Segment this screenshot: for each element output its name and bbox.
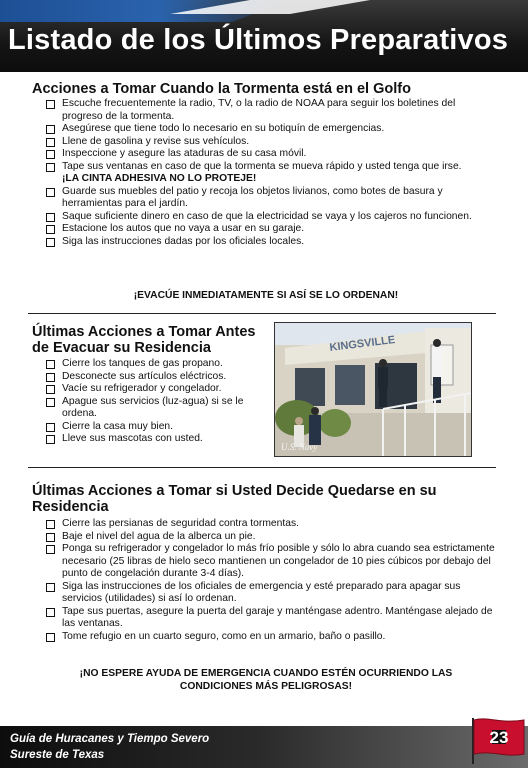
list-item: Cierre los tanques de gas propano. xyxy=(46,358,268,371)
list-item: Escuche frecuentemente la radio, TV, o la radio de NOAA para seguir los boletines del progreso de la tormenta. xyxy=(46,98,476,123)
checkbox-icon xyxy=(46,385,55,394)
list-item: Tape sus ventanas en caso de que la tormenta se mueva rápido y usted tenga que irse. ¡LA CINTA ADHESIVA NO LO PROTEJE! xyxy=(46,161,476,186)
checkbox-icon xyxy=(46,238,55,247)
divider xyxy=(28,467,496,468)
list-item: Desconecte sus artículos eléctricos. xyxy=(46,371,268,384)
checkbox-icon xyxy=(46,435,55,444)
checkbox-icon xyxy=(46,533,55,542)
list-item: Siga las instrucciones dadas por los oficiales locales. xyxy=(46,236,476,249)
list-item: Guarde sus muebles del patio y recoja los objetos livianos, como botes de basura y herramientas para el jardín. xyxy=(46,186,476,211)
sign-text: KINGSVILLE xyxy=(328,334,396,354)
section-heading-evacuate: Últimas Acciones a Tomar Antes de Evacuar su Residencia xyxy=(32,324,256,356)
list-item: Saque suficiente dinero en caso de que la electricidad se vaya y los cajeros no funcionen. xyxy=(46,211,476,224)
list-item: Asegúrese que tiene todo lo necesario en su botiquín de emergencias. xyxy=(46,123,476,136)
list-item: Ponga su refrigerador y congelador lo más frío posible y sólo lo abra cuando sea estrictamente necesario (25 libras de hielo seco mantienen un congelador de 10 pies cúbicos por debajo del punto de congelación durante 3-4 días). xyxy=(46,543,496,581)
section-heading-stay: Últimas Acciones a Tomar si Usted Decide Quedarse en su Residencia xyxy=(32,483,437,515)
page-number: 23 xyxy=(489,728,509,747)
list-item: Baje el nivel del agua de la alberca un pie. xyxy=(46,531,496,544)
list-item: Tape sus puertas, asegure la puerta del garaje y manténgase adentro. Manténgase alejado de las ventanas. xyxy=(46,606,496,631)
checklist-stay xyxy=(46,518,496,643)
checkbox-icon xyxy=(46,213,55,222)
list-item: Cierre las persianas de seguridad contra tormentas. xyxy=(46,518,496,531)
section-heading-gulf: Acciones a Tomar Cuando la Tormenta está en el Golfo xyxy=(32,81,411,97)
list-item: Lleve sus mascotas con usted. xyxy=(46,433,268,446)
page-title: Listado de los Últimos Preparativos xyxy=(8,24,509,56)
checkbox-icon xyxy=(46,225,55,234)
checkbox-icon xyxy=(46,360,55,369)
list-item: Inspeccione y asegure las ataduras de su casa móvil. xyxy=(46,148,476,161)
checkbox-icon xyxy=(46,583,55,592)
checkbox-icon xyxy=(46,163,55,172)
list-item: Apague sus servicios (luz-agua) si se le ordena. xyxy=(46,396,268,421)
checklist-evacuate xyxy=(46,358,268,446)
checklist-gulf xyxy=(46,98,476,248)
no-help-callout: ¡NO ESPERE AYUDA DE EMERGENCIA CUANDO ESTÉN OCURRIENDO LAS CONDICIONES MÁS PELIGROSAS! xyxy=(79,668,453,692)
evacuate-callout: ¡EVACÚE INMEDIATAMENTE SI ASÍ SE LO ORDENAN! xyxy=(133,290,399,301)
checkbox-icon xyxy=(46,373,55,382)
checkbox-icon xyxy=(46,608,55,617)
checkbox-icon xyxy=(46,138,55,147)
checkbox-icon xyxy=(46,520,55,529)
checkbox-icon xyxy=(46,545,55,554)
checkbox-icon xyxy=(46,188,55,197)
checkbox-icon xyxy=(46,100,55,109)
list-item: Tome refugio en un cuarto seguro, como en un armario, baño o pasillo. xyxy=(46,631,496,644)
divider xyxy=(28,313,496,314)
list-item: Vacíe su refrigerador y congelador. xyxy=(46,383,268,396)
checkbox-icon xyxy=(46,398,55,407)
list-item: Siga las instrucciones de los oficiales de emergencia y esté preparado para apagar sus servicios (utilidades) si así lo ordenan. xyxy=(46,581,496,606)
tape-warning: ¡LA CINTA ADHESIVA NO LO PROTEJE! xyxy=(62,173,257,184)
checkbox-icon xyxy=(46,423,55,432)
checkbox-icon xyxy=(46,125,55,134)
list-item: Llene de gasolina y revise sus vehículos. xyxy=(46,136,476,149)
list-item: Estacione los autos que no vaya a usar en su garaje. xyxy=(46,223,476,236)
building-illustration xyxy=(275,323,471,456)
checkbox-icon xyxy=(46,633,55,642)
photo-boarding-windows xyxy=(274,322,472,457)
list-item: Cierre la casa muy bien. xyxy=(46,421,268,434)
checkbox-icon xyxy=(46,150,55,159)
footer-guide-title: Guía de Huracanes y Tiempo Severo Sureste de Texas xyxy=(10,733,210,761)
photo-credit: U.S. Navy xyxy=(281,442,318,452)
